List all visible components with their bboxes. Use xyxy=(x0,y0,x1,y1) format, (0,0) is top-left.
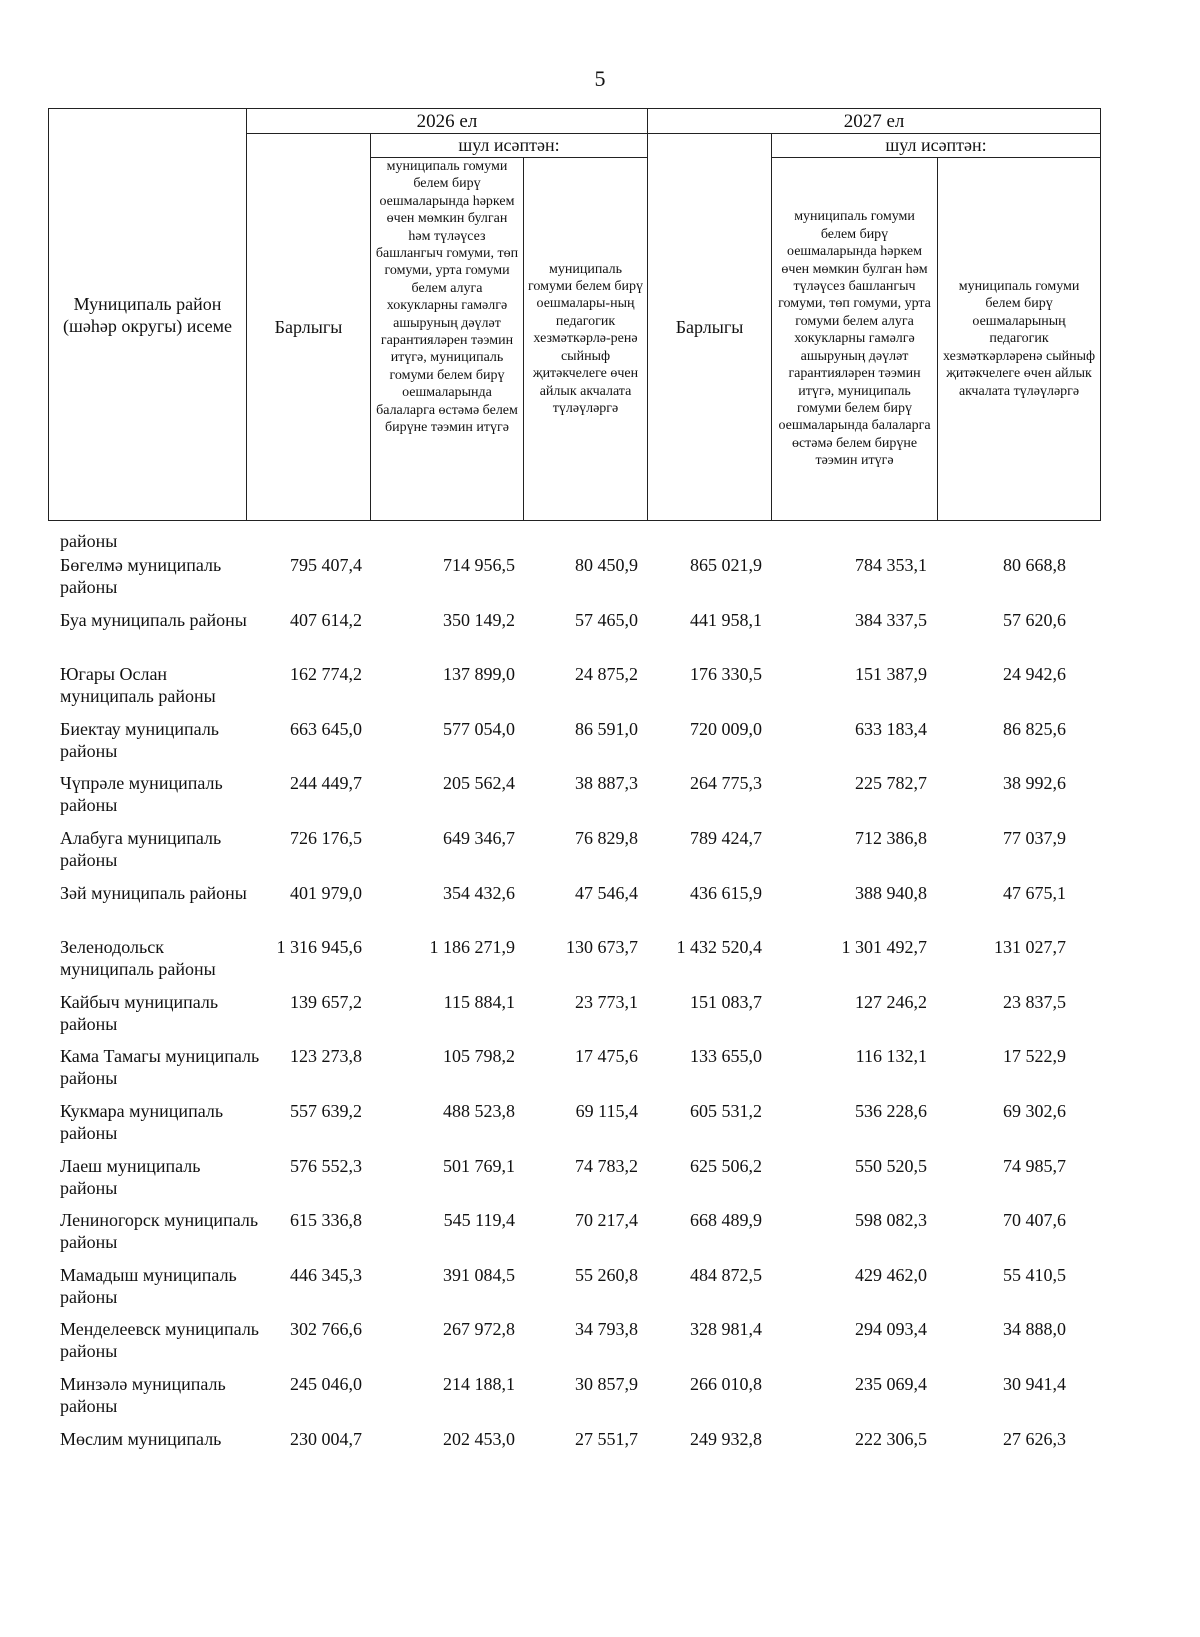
value-cell: 484 872,5 xyxy=(690,1264,762,1285)
value-cell: 350 149,2 xyxy=(443,609,515,630)
value-cell: 294 093,4 xyxy=(855,1319,927,1340)
value-cell: 133 655,0 xyxy=(690,1046,762,1067)
value-cell: 302 766,6 xyxy=(290,1319,362,1340)
value-cell: 34 793,8 xyxy=(575,1319,638,1340)
value-cell: 663 645,0 xyxy=(290,718,362,739)
value-cell: 615 336,8 xyxy=(290,1210,362,1231)
value-cell: 354 432,6 xyxy=(443,882,515,903)
value-cell: 668 489,9 xyxy=(690,1210,762,1231)
value-cell: 137 899,0 xyxy=(443,664,515,685)
district-name: Кукмара муниципаль районы xyxy=(60,1101,224,1143)
value-cell: 625 506,2 xyxy=(690,1155,762,1176)
value-cell: 116 132,1 xyxy=(855,1046,927,1067)
value-cell: 70 217,4 xyxy=(575,1210,638,1231)
district-name: Буа муниципаль районы xyxy=(60,609,247,630)
value-cell: 69 302,6 xyxy=(1003,1101,1066,1121)
table-row xyxy=(48,554,1100,608)
value-cell: 23 773,1 xyxy=(575,991,638,1012)
value-cell: 23 837,5 xyxy=(1003,991,1066,1012)
value-cell: 1 301 492,7 xyxy=(841,937,927,958)
page-number: 5 xyxy=(594,66,606,91)
value-cell: 1 432 520,4 xyxy=(676,937,762,958)
district-name: Зәй муниципаль районы xyxy=(60,882,247,903)
district-name: Алабуга муниципаль районы xyxy=(60,828,222,870)
value-cell: 57 620,6 xyxy=(1003,609,1066,630)
value-cell: 80 450,9 xyxy=(575,555,638,575)
value-cell: 266 010,8 xyxy=(690,1374,762,1394)
value-cell: 536 228,6 xyxy=(855,1101,927,1121)
header-2026-class-teacher-payments: муниципаль гомуми белем бирү оешмалары-ның педагогик хезмәткәрлә-ренә сыйныф җитәкчелеге өчен айлык акчалата түләүләргә xyxy=(524,158,648,521)
table-row xyxy=(48,718,1100,772)
value-cell: 80 668,8 xyxy=(1003,555,1066,575)
header-total-2027: Барлыгы xyxy=(648,134,772,521)
value-cell: 127 246,2 xyxy=(855,991,927,1012)
value-cell: 598 082,3 xyxy=(855,1210,927,1231)
table-header xyxy=(48,108,1101,521)
value-cell: 76 829,8 xyxy=(575,828,638,848)
value-cell: 24 875,2 xyxy=(575,664,638,685)
header-including-2027: шул исәптән: xyxy=(772,134,1101,158)
carry-over-text: районы xyxy=(60,531,118,551)
value-cell: 726 176,5 xyxy=(290,828,362,848)
value-cell: 384 337,5 xyxy=(855,609,927,630)
value-cell: 328 981,4 xyxy=(690,1319,762,1340)
table-row xyxy=(48,1428,1100,1482)
value-cell: 550 520,5 xyxy=(855,1155,927,1176)
value-cell: 55 410,5 xyxy=(1003,1264,1066,1285)
value-cell: 720 009,0 xyxy=(690,718,762,739)
value-cell: 151 083,7 xyxy=(690,991,762,1012)
value-cell: 86 591,0 xyxy=(575,718,638,739)
value-cell: 24 942,6 xyxy=(1003,664,1066,685)
district-name: Минзәлә муниципаль районы xyxy=(60,1374,226,1416)
table-row xyxy=(48,991,1100,1045)
value-cell: 488 523,8 xyxy=(443,1101,515,1121)
value-cell: 429 462,0 xyxy=(855,1264,927,1285)
value-cell: 139 657,2 xyxy=(290,991,362,1012)
district-name: Лениногорск муниципаль районы xyxy=(60,1210,259,1253)
value-cell: 795 407,4 xyxy=(290,555,362,575)
district-name: Бөгелмә муниципаль районы xyxy=(60,555,222,597)
table-row xyxy=(48,1045,1100,1099)
value-cell: 123 273,8 xyxy=(290,1046,362,1067)
district-name: Кама Тамагы муниципаль районы xyxy=(60,1046,260,1089)
value-cell: 605 531,2 xyxy=(690,1101,762,1121)
value-cell: 545 119,4 xyxy=(443,1210,515,1231)
value-cell: 151 387,9 xyxy=(855,664,927,685)
value-cell: 38 887,3 xyxy=(575,773,638,794)
header-name-column: Муниципаль район (шәһәр округы) исеме xyxy=(49,109,247,521)
value-cell: 86 825,6 xyxy=(1003,718,1066,739)
value-cell: 789 424,7 xyxy=(690,828,762,848)
header-2027-education-guarantees: муниципаль гомуми белем бирү оешмаларында һәркем өчен мөмкин булган һәм түләүсез башлангыч гомуми, төп гомуми, урта гомуми белем алуга хокукларны гамәлгә ашыруның дәүләт гарантияләрен тәэмин итүгә, муниципаль гомуми белем бирү оешмаларында балаларга өстәмә белем бирүне тәэмин итүгә xyxy=(772,158,938,521)
value-cell: 441 958,1 xyxy=(690,609,762,630)
value-cell: 38 992,6 xyxy=(1003,773,1066,794)
district-name: Зеленодольск муниципаль районы xyxy=(60,937,216,980)
value-cell: 222 306,5 xyxy=(855,1428,927,1449)
value-cell: 245 046,0 xyxy=(290,1374,362,1394)
value-cell: 30 857,9 xyxy=(575,1374,638,1394)
value-cell: 391 084,5 xyxy=(443,1264,515,1285)
value-cell: 214 188,1 xyxy=(443,1374,515,1394)
value-cell: 264 775,3 xyxy=(690,773,762,794)
value-cell: 47 546,4 xyxy=(575,882,638,903)
value-cell: 115 884,1 xyxy=(443,991,515,1012)
value-cell: 576 552,3 xyxy=(290,1155,362,1176)
table-row xyxy=(48,1264,1100,1318)
value-cell: 47 675,1 xyxy=(1003,882,1066,903)
table-row xyxy=(48,1209,1100,1263)
district-name: Мөслим муниципаль xyxy=(60,1428,222,1449)
value-cell: 202 453,0 xyxy=(443,1428,515,1449)
value-cell: 235 069,4 xyxy=(855,1374,927,1394)
value-cell: 865 021,9 xyxy=(690,555,762,575)
value-cell: 30 941,4 xyxy=(1003,1374,1066,1394)
district-name: Менделеевск муниципаль районы xyxy=(60,1319,260,1362)
header-year-2026: 2026 ел xyxy=(247,109,648,134)
value-cell: 1 316 945,6 xyxy=(276,937,362,958)
value-cell: 225 782,7 xyxy=(855,773,927,794)
value-cell: 1 186 271,9 xyxy=(429,937,515,958)
value-cell: 162 774,2 xyxy=(290,664,362,685)
table-row xyxy=(48,609,1100,663)
value-cell: 77 037,9 xyxy=(1003,828,1066,848)
value-cell: 633 183,4 xyxy=(855,718,927,739)
header-2026-education-guarantees: муниципаль гомуми белем бирү оешмаларында һәркем өчен мөмкин булган һәм түләүсез башлангыч гомуми, төп гомуми, урта гомуми белем алуга хокукларны гамәлгә ашыруның дәүләт гарантияләрен тәэмин итүгә, муниципаль гомуми белем бирү оешмаларында балаларга өстәмә белем бирүне тәэмин итүгә xyxy=(371,158,524,521)
value-cell: 176 330,5 xyxy=(690,664,762,685)
table-row xyxy=(48,663,1100,717)
district-name: Чүпрәле муниципаль районы xyxy=(60,773,223,816)
value-cell: 712 386,8 xyxy=(855,828,927,848)
district-name: Кайбыч муниципаль районы xyxy=(60,991,219,1034)
value-cell: 55 260,8 xyxy=(575,1264,638,1285)
value-cell: 17 475,6 xyxy=(575,1046,638,1067)
table-row xyxy=(48,1155,1100,1209)
value-cell: 407 614,2 xyxy=(290,609,362,630)
district-name: Мамадыш муниципаль районы xyxy=(60,1264,237,1307)
district-name: Лаеш муниципаль районы xyxy=(60,1155,201,1198)
value-cell: 577 054,0 xyxy=(443,718,515,739)
value-cell: 74 985,7 xyxy=(1003,1155,1066,1176)
value-cell: 446 345,3 xyxy=(290,1264,362,1285)
district-name: Биектау муниципаль районы xyxy=(60,718,220,761)
table-row xyxy=(48,936,1100,990)
header-2027-class-teacher-payments: муниципаль гомуми белем бирү оешмаларының педагогик хезмәткәрләренә сыйныф җитәкчелеге өчен айлык акчалата түләүләргә xyxy=(938,158,1101,521)
value-cell: 230 004,7 xyxy=(290,1428,362,1449)
value-cell: 501 769,1 xyxy=(443,1155,515,1176)
value-cell: 17 522,9 xyxy=(1003,1046,1066,1067)
district-name: Югары Ослан муниципаль районы xyxy=(60,664,216,707)
table-row xyxy=(48,827,1100,881)
value-cell: 70 407,6 xyxy=(1003,1210,1066,1231)
table-row xyxy=(48,772,1100,826)
table-row xyxy=(48,1373,1100,1427)
value-cell: 34 888,0 xyxy=(1003,1319,1066,1340)
value-cell: 784 353,1 xyxy=(855,555,927,575)
table-row xyxy=(48,882,1100,936)
value-cell: 649 346,7 xyxy=(443,828,515,848)
value-cell: 557 639,2 xyxy=(290,1101,362,1121)
value-cell: 57 465,0 xyxy=(575,609,638,630)
value-cell: 388 940,8 xyxy=(855,882,927,903)
table-row xyxy=(48,1100,1100,1154)
value-cell: 401 979,0 xyxy=(290,882,362,903)
value-cell: 27 626,3 xyxy=(1003,1428,1066,1449)
value-cell: 69 115,4 xyxy=(575,1101,638,1121)
value-cell: 436 615,9 xyxy=(690,882,762,903)
table-row xyxy=(48,1318,1100,1372)
value-cell: 130 673,7 xyxy=(566,937,638,958)
value-cell: 205 562,4 xyxy=(443,773,515,794)
value-cell: 131 027,7 xyxy=(994,937,1066,958)
header-total-2026: Барлыгы xyxy=(247,134,371,521)
header-year-2027: 2027 ел xyxy=(648,109,1101,134)
value-cell: 105 798,2 xyxy=(443,1046,515,1067)
value-cell: 267 972,8 xyxy=(443,1319,515,1340)
value-cell: 714 956,5 xyxy=(443,555,515,575)
value-cell: 249 932,8 xyxy=(690,1428,762,1449)
value-cell: 27 551,7 xyxy=(575,1428,638,1449)
value-cell: 244 449,7 xyxy=(290,773,362,794)
header-including-2026: шул исәптән: xyxy=(371,134,648,158)
value-cell: 74 783,2 xyxy=(575,1155,638,1176)
